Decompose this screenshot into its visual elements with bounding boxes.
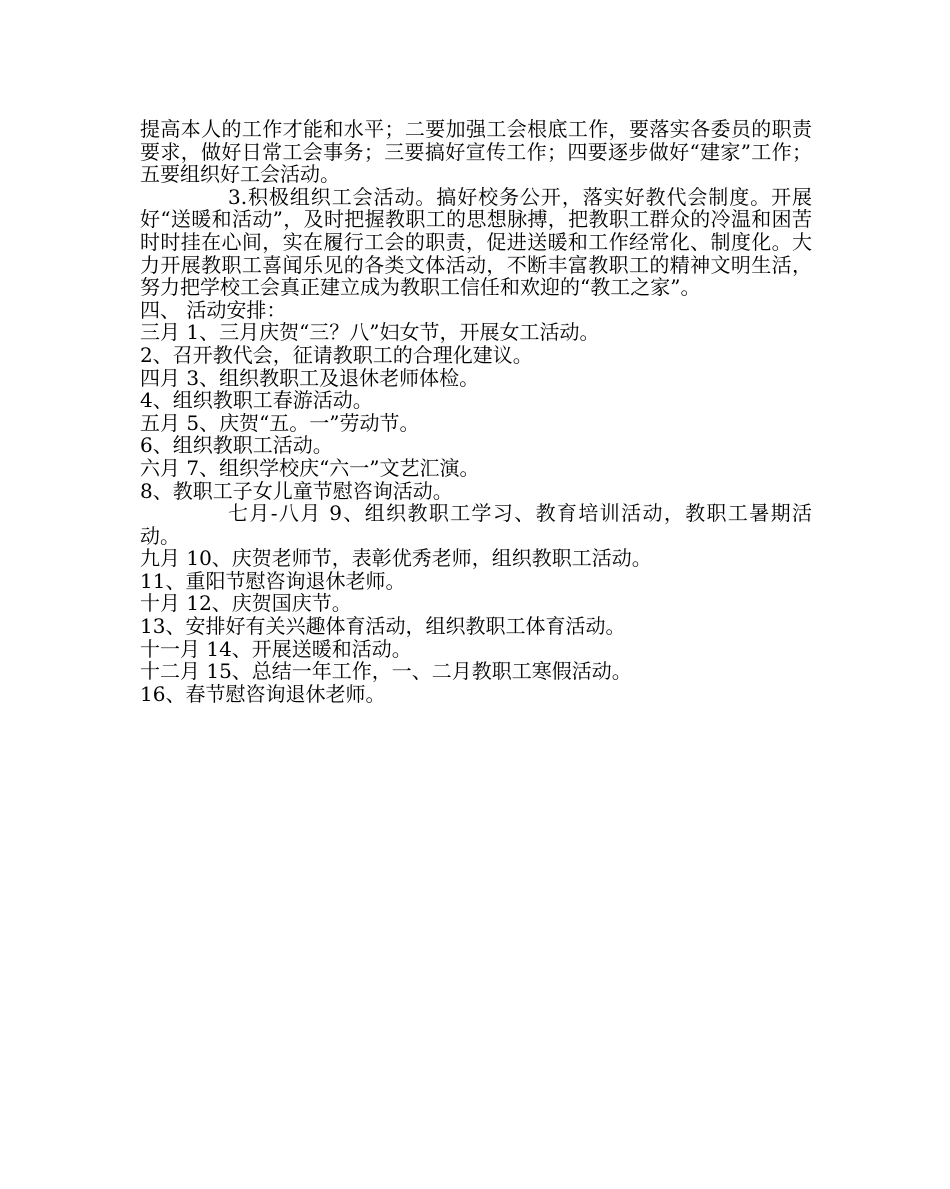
activity-item: 4、组织教职工春游活动。 [140, 388, 373, 413]
activity-item: 16、春节慰咨询退休老师。 [140, 681, 386, 706]
activity-item: 六月 7、组织学校庆“六一”文艺汇演。 [140, 455, 480, 480]
activity-item: 九月 10、庆贺老师节，表彰优秀老师，组织教职工活动。 [140, 546, 652, 571]
activity-item: 三月 1、三月庆贺“三？八”妇女节，开展女工活动。 [140, 320, 600, 345]
activity-item: 2、召开教代会，征请教职工的合理化建议。 [140, 342, 533, 367]
paragraph-duties: 提高本人的工作才能和水平；二要加强工会根底工作，要落实各委员的职责要求，做好日常工会事务；三要搞好宣传工作；四要逐步做好“建家”工作；五要组织好工会活动。 [140, 117, 812, 187]
document-body [140, 118, 812, 705]
activity-item: 七月-八月 9、组织教职工学习、教育培训活动，教职工暑期活动。 [140, 501, 812, 548]
section-heading: 四、 活动安排： [140, 297, 287, 322]
activity-item: 6、组织教职工活动。 [140, 433, 333, 458]
activity-item: 11、重阳节慰咨询退休老师。 [140, 568, 406, 593]
activity-item: 十一月 14、开展送暖和活动。 [140, 636, 412, 661]
paragraph-union-activities: 3.积极组织工会活动。搞好校务公开，落实好教代会制度。开展好“送暖和活动”，及时把握教职工的思想脉搏，把教职工群众的冷温和困苦时时挂在心间，实在履行工会的职责，促进送暖和工作经常化、制度化。大力开展教职工喜闻乐见的各类文体活动，不断丰富教职工的精神文明生活，努力把学校工会真正建立成为教职工信任和欢迎的“教工之家”。 [140, 184, 812, 300]
activity-item: 十月 12、庆贺国庆节。 [140, 591, 352, 616]
activity-item: 13、安排好有关兴趣体育活动，组织教职工体育活动。 [140, 614, 626, 639]
activity-item: 四月 3、组织教职工及退休老师体检。 [140, 365, 480, 390]
activity-item: 十二月 15、总结一年工作，一、二月教职工寒假活动。 [140, 659, 632, 684]
activity-item: 五月 5、庆贺“五。一”劳动节。 [140, 410, 420, 435]
activity-item: 8、教职工子女儿童节慰咨询活动。 [140, 478, 453, 503]
